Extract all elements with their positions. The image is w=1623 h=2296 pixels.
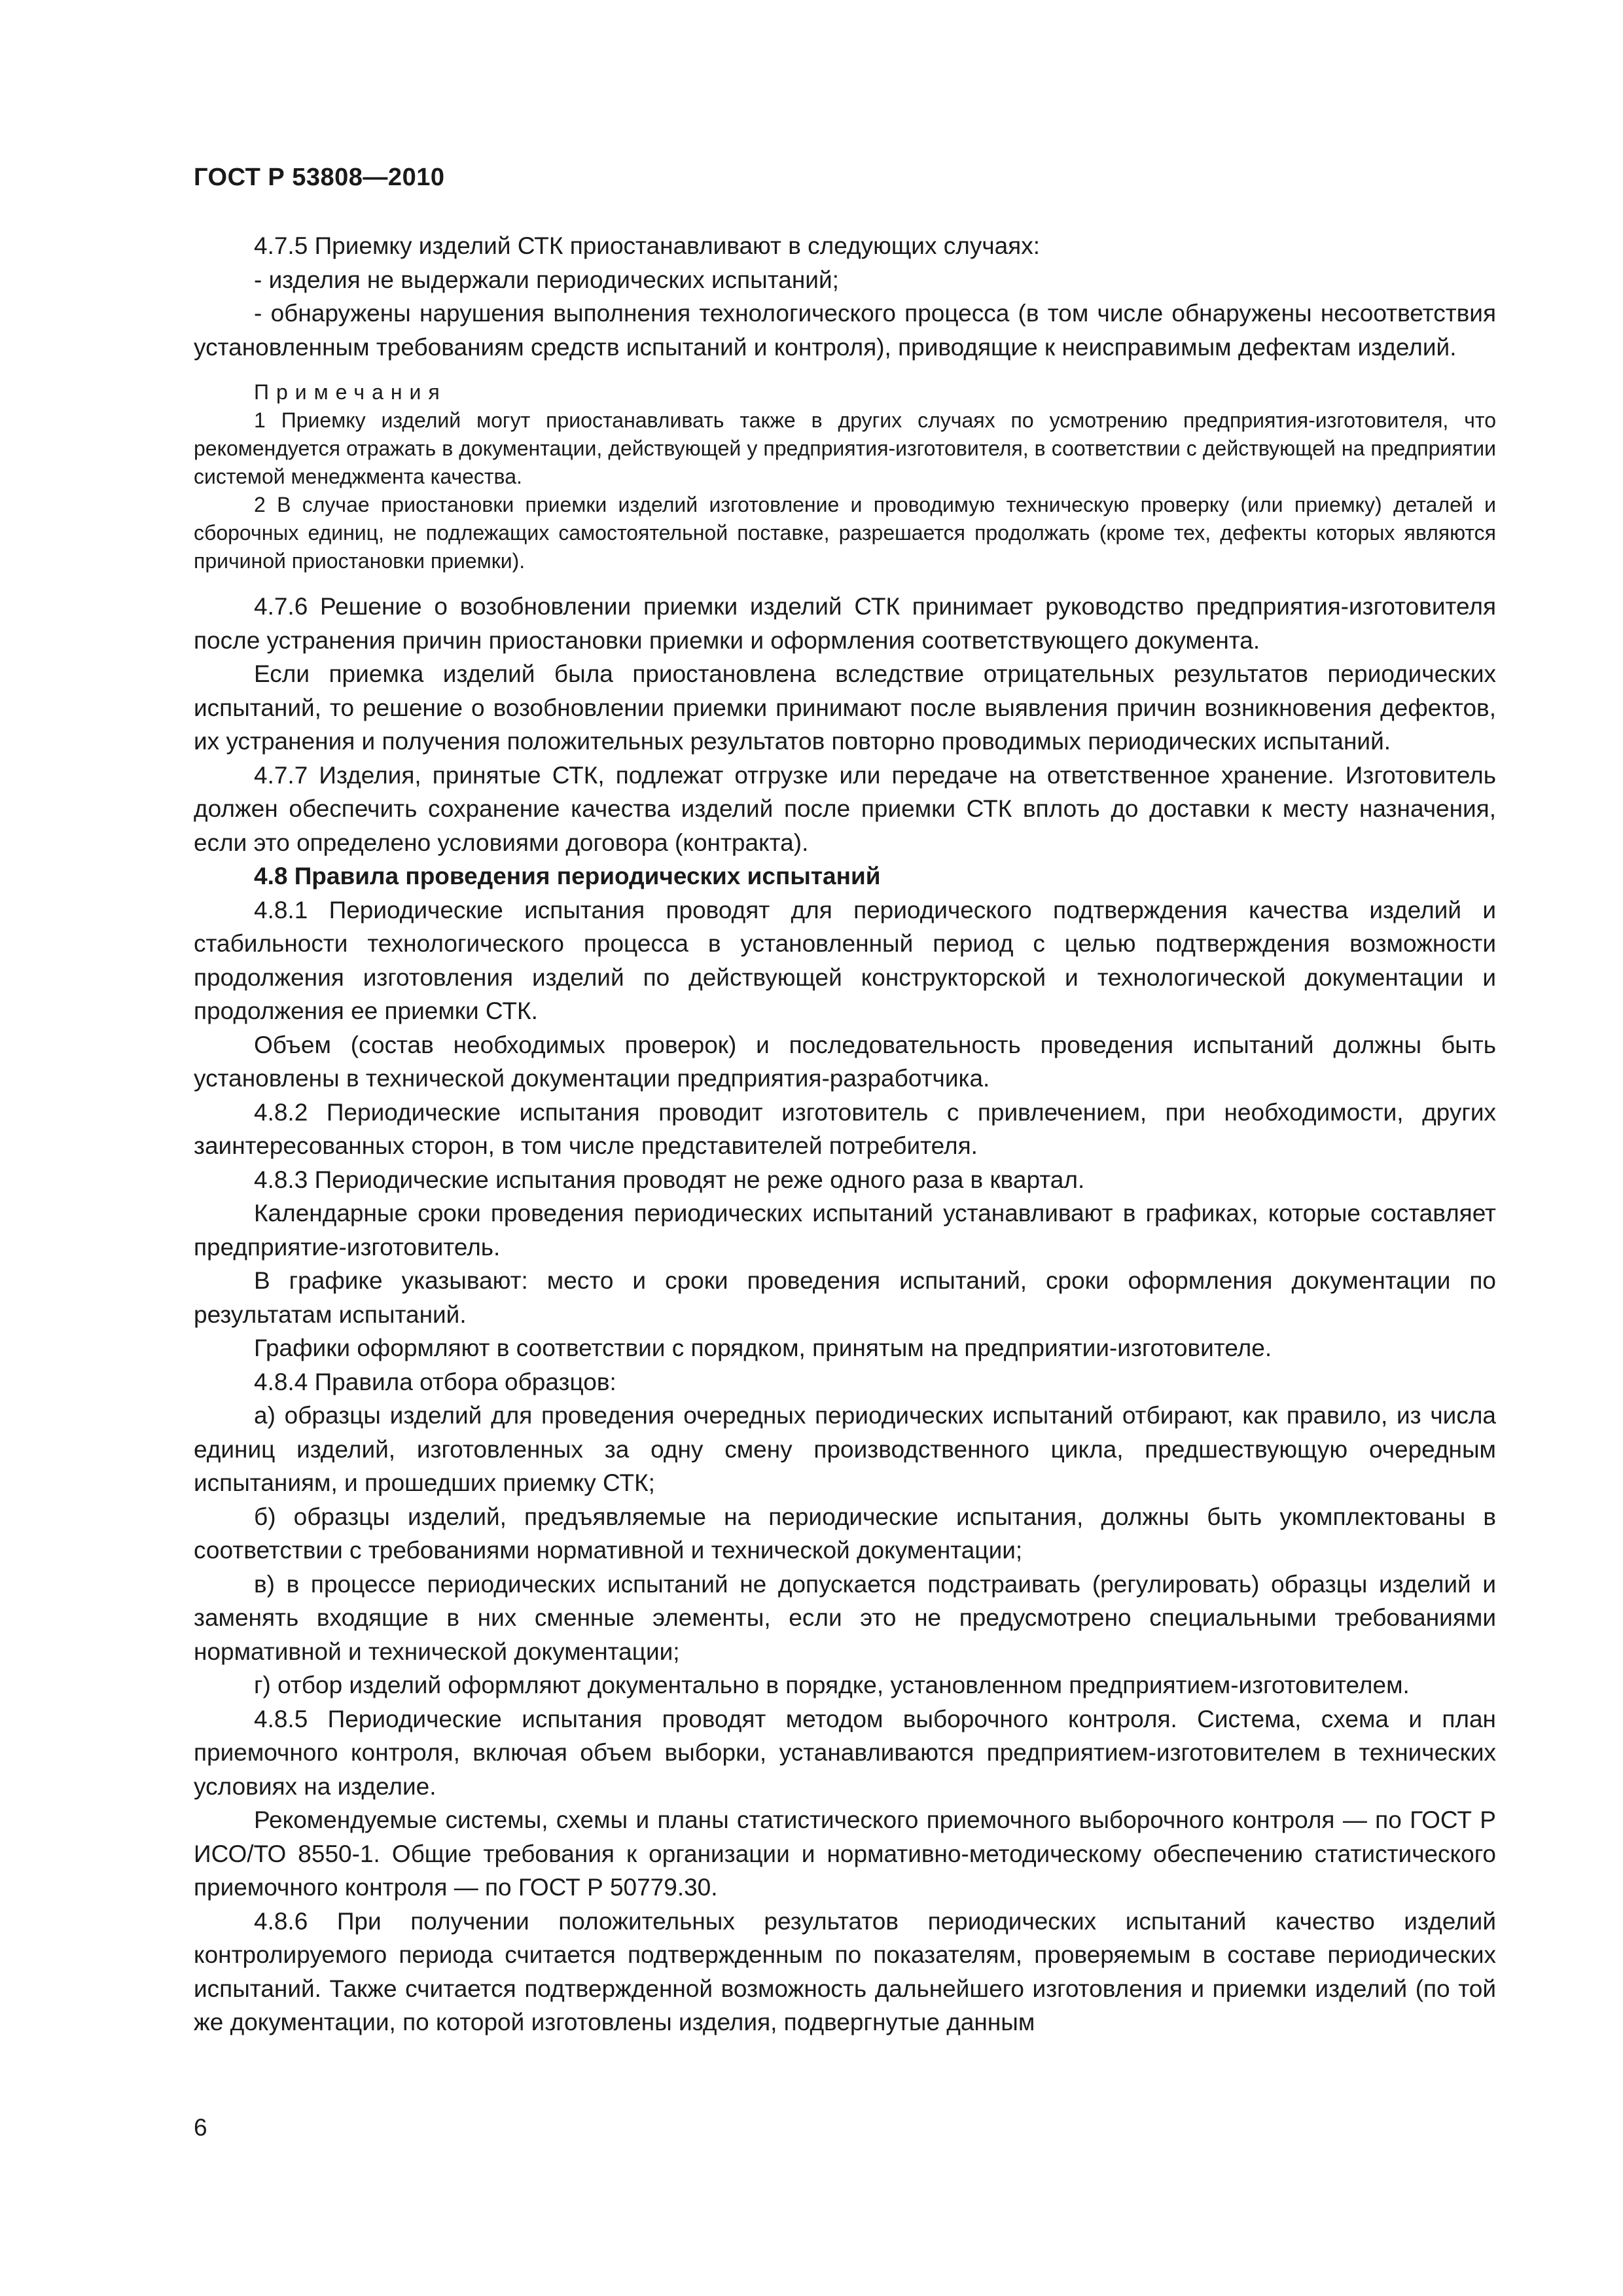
paragraph: Если приемка изделий была приостановлена вследствие отрицательных результатов периодических испытаний, то решение о возобновлении приемки принимают после выявления причин возникновения дефектов, их устранения и получения положительных результатов повторно проводимых периодических испытаний. [194, 660, 1496, 755]
paragraph: 4.8.5 Периодические испытания проводят методом выборочного контроля. Система, схема и план приемочного контроля, включая объем выборки, устанавливаются предприятием-изготовителем в технических условиях на изделие. [194, 1705, 1496, 1800]
notes-title: Примечания [254, 380, 447, 404]
page-number: 6 [194, 2114, 207, 2141]
list-item: в) в процессе периодических испытаний не допускается подстраивать (регулировать) образцы изделий и заменять входящие в них сменные элементы, если это не предусмотрено специальными требованиями нормативной и технической документации; [194, 1570, 1496, 1665]
paragraph: 4.8.6 При получении положительных результатов периодических испытаний качество изделий контролируемого периода считается подтвержденным по показателям, проверяемым в составе периодических испытаний. Также считается подтвержденной возможность дальнейшего изготовления и приемки изделий (по той же документации, по которой изготовлены изделия, подвергнутые данным [194, 1907, 1496, 2036]
paragraph: - изделия не выдержали периодических испытаний; [254, 266, 839, 293]
document-body [194, 229, 1496, 2039]
paragraph: Рекомендуемые системы, схемы и планы статистического приемочного выборочного контроля — по ГОСТ Р ИСО/ТО 8550-1. Общие требования к организации и нормативно-методическому обеспечению статистического приемочного контроля — по ГОСТ Р 50779.30. [194, 1806, 1496, 1901]
paragraph: 4.8.4 Правила отбора образцов: [254, 1368, 616, 1395]
paragraph: 4.7.5 Приемку изделий СТК приостанавливают в следующих случаях: [254, 232, 1041, 259]
paragraph: Объем (состав необходимых проверок) и последовательность проведения испытаний должны быть установлены в технической документации предприятия-разработчика. [194, 1031, 1496, 1092]
paragraph: 4.8.2 Периодические испытания проводит изготовитель с привлечением, при необходимости, других заинтересованных сторон, в том числе представителей потребителя. [194, 1098, 1496, 1159]
notes-block [194, 378, 1496, 575]
paragraph: В графике указывают: место и сроки проведения испытаний, сроки оформления документации по результатам испытаний. [194, 1267, 1496, 1328]
note-item: 1 Приемку изделий могут приостанавливать также в других случаях по усмотрению предприятия-изготовителя, что рекомендуется отражать в документации, действующей у предприятия-изготовителя, в соответствии с действующей на предприятии системой менеджмента качества. [194, 408, 1496, 488]
list-item: а) образцы изделий для проведения очередных периодических испытаний отбирают, как правило, из числа единиц изделий, изготовленных за одну смену производственного цикла, предшествующую очередным испытаниям, и прошедших приемку СТК; [194, 1402, 1496, 1496]
paragraph: 4.8.3 Периодические испытания проводят не реже одного раза в квартал. [254, 1166, 1085, 1193]
paragraph: - обнаружены нарушения выполнения технологического процесса (в том числе обнаружены несоответствия установленным требованиям средств испытаний и контроля), приводящие к неисправимым дефектам изделий. [194, 300, 1496, 361]
paragraph: 4.8.1 Периодические испытания проводят для периодического подтверждения качества изделий и стабильности технологического процесса в установленный период с целью подтверждения возможности продолжения изготовления изделий по действующей конструкторской и технологической документации и продолжения ее приемки СТК. [194, 896, 1496, 1024]
section-heading: 4.8 Правила проведения периодических испытаний [254, 863, 881, 889]
paragraph: 4.7.6 Решение о возобновлении приемки изделий СТК принимает руководство предприятия-изготовителя после устранения причин приостановки приемки и оформления соответствующего документа. [194, 593, 1496, 654]
paragraph: Календарные сроки проведения периодических испытаний устанавливают в графиках, которые составляет предприятие-изготовитель. [194, 1200, 1496, 1261]
paragraph: 4.7.7 Изделия, принятые СТК, подлежат отгрузке или передаче на ответственное хранение. Изготовитель должен обеспечить сохранение качества изделий после приемки СТК вплоть до доставки к месту назначения, если это определено условиями договора (контракта). [194, 761, 1496, 856]
note-item: 2 В случае приостановки приемки изделий изготовление и проводимую техническую проверку (или приемку) деталей и сборочных единиц, не подлежащих самостоятельной поставке, разрешается продолжать (кроме тех, дефекты которых являются причиной приостановки приемки). [194, 493, 1496, 573]
paragraph: Графики оформляют в соответствии с порядком, принятым на предприятии-изготовителе. [254, 1335, 1272, 1361]
document-header: ГОСТ Р 53808—2010 [194, 164, 445, 191]
list-item: б) образцы изделий, предъявляемые на периодические испытания, должны быть укомплектованы в соответствии с требованиями нормативной и технической документации; [194, 1503, 1496, 1564]
list-item: г) отбор изделий оформляют документально в порядке, установленном предприятием-изготовителем. [254, 1672, 1410, 1698]
